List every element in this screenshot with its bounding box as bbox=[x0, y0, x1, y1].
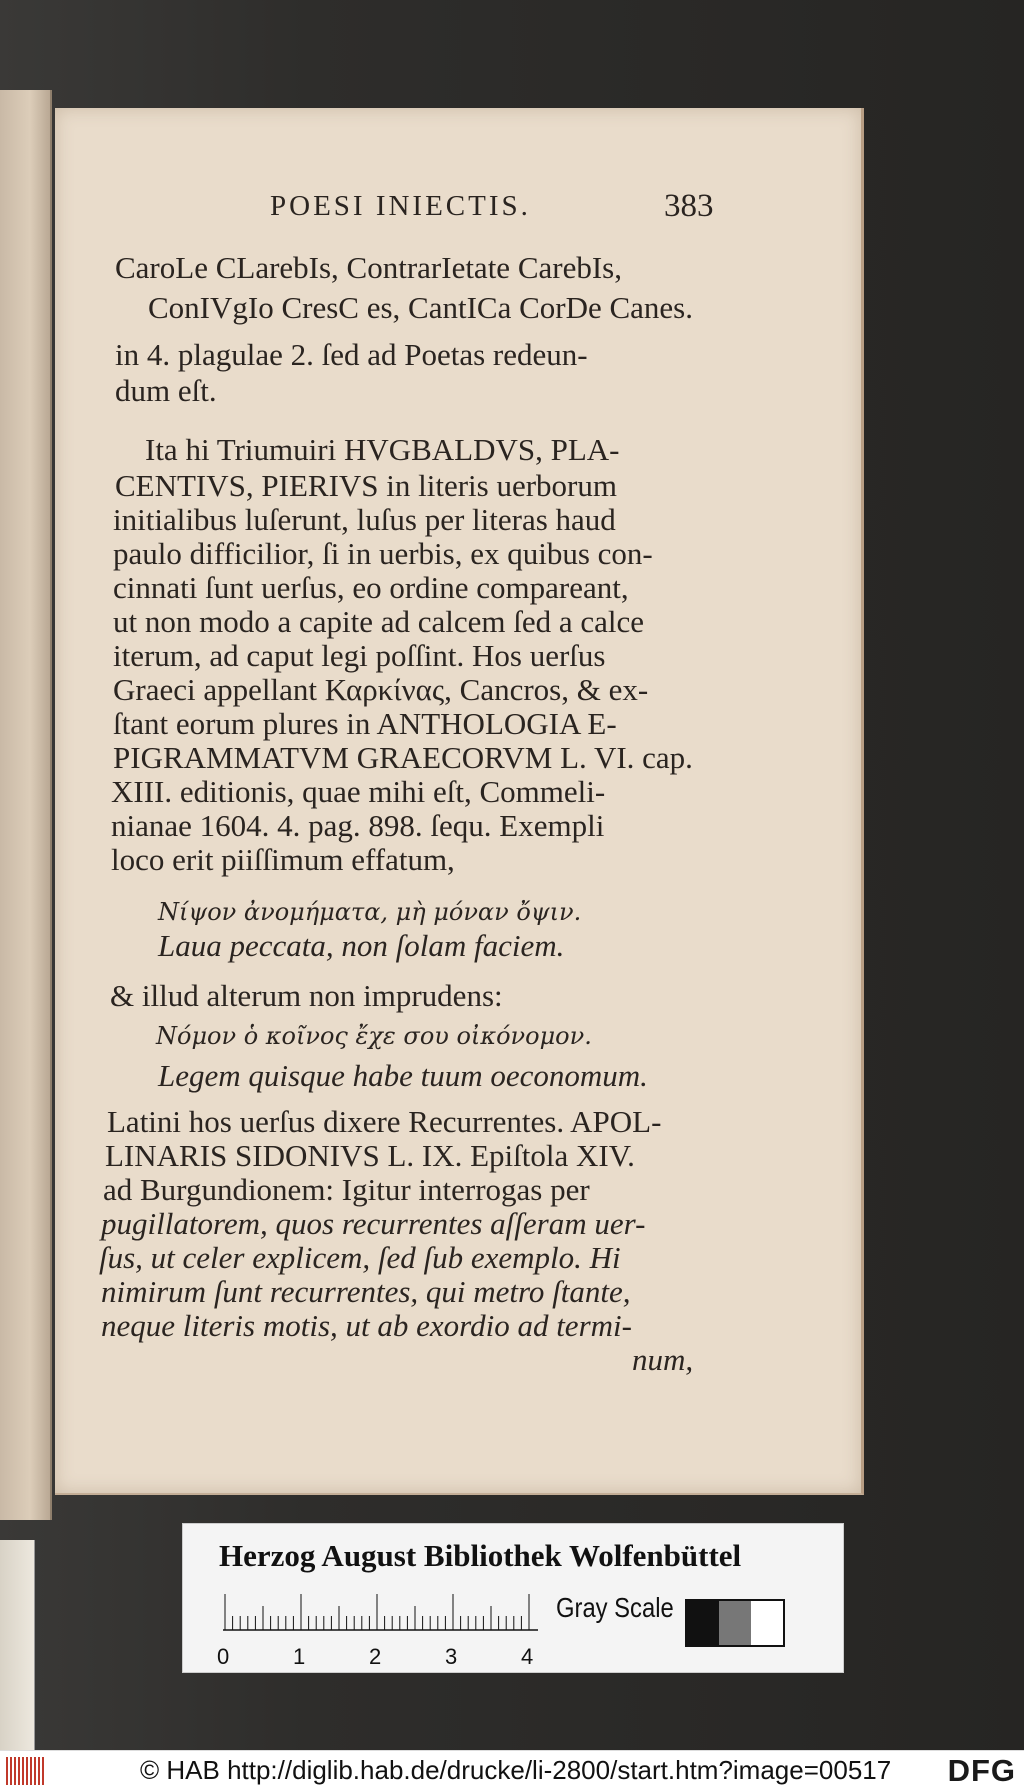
text-line: XIII. editionis, quae mihi eſt, Commeli- bbox=[111, 774, 606, 809]
latin-verse: Laua peccata, non ſolam faciem. bbox=[158, 928, 565, 963]
barcode-icon bbox=[6, 1757, 46, 1785]
dfg-logo: DFG bbox=[947, 1753, 1016, 1788]
ruler-label: 1 bbox=[293, 1644, 306, 1669]
library-name: Herzog August Bibliothek Wolfenbüttel bbox=[219, 1538, 742, 1573]
ruler-label: 2 bbox=[369, 1644, 382, 1669]
text-line: & illud alterum non imprudens: bbox=[110, 978, 503, 1013]
text-line: loco erit piiſſimum effatum, bbox=[111, 842, 455, 877]
previous-page-edge bbox=[0, 90, 52, 1520]
text-line: PIGRAMMATVM GRAECORVM L. VI. cap. bbox=[113, 740, 693, 775]
text-line: nianae 1604. 4. pag. 898. ſequ. Exempli bbox=[111, 808, 605, 843]
text-line: paulo difficilior, ſi in uerbis, ex quibus con- bbox=[113, 536, 653, 571]
text-line: in 4. plagulae 2. ſed ad Poetas redeun- bbox=[115, 337, 588, 372]
footer-bar bbox=[0, 1750, 1024, 1790]
text-line: CENTIVS, PIERIVS in literis uerborum bbox=[115, 468, 617, 503]
ruler-label: 0 bbox=[217, 1644, 230, 1669]
greek-verse: Νόμον ὁ κοῖνος ἔχε σου οἰκόνομον. bbox=[156, 1022, 592, 1050]
text-line: pugillatorem, quos recurrentes aſſeram uer- bbox=[101, 1206, 646, 1241]
text-line: ad Burgundionem: Igitur interrogas per bbox=[103, 1172, 590, 1207]
text-line: nimirum ſunt recurrentes, qui metro ſtante, bbox=[101, 1274, 631, 1309]
text-line: ſtant eorum plures in ANTHOLOGIA E- bbox=[113, 706, 617, 741]
greek-verse: Νίψον ἀνομήματα, μὴ μόναν ὄψιν. bbox=[158, 898, 582, 926]
ruler-label: 3 bbox=[445, 1644, 458, 1669]
text-line: ſus, ut celer explicem, ſed ſub exemplo. Hi bbox=[99, 1240, 621, 1275]
bookmark-slip bbox=[0, 1540, 35, 1750]
text-line: iterum, ad caput legi poſſint. Hos uerſus bbox=[113, 638, 606, 673]
text-line: Ita hi Triumuiri HVGBALDVS, PLA- bbox=[145, 432, 620, 467]
text-line: LINARIS SIDONIVS L. IX. Epiſtola XIV. bbox=[105, 1138, 635, 1173]
gray-scale-label: Gray Scale bbox=[556, 1592, 674, 1623]
text-line: initialibus luſerunt, luſus per literas haud bbox=[113, 502, 616, 537]
ruler-label: 4 bbox=[521, 1644, 534, 1669]
text-line: dum eſt. bbox=[115, 373, 217, 408]
text-line: CaroLe CLarebIs, ContrarIetate CarebIs, bbox=[115, 250, 622, 285]
catchword: num, bbox=[632, 1342, 694, 1377]
ruler bbox=[223, 1594, 538, 1632]
text-line: neque literis motis, ut ab exordio ad termi- bbox=[101, 1308, 632, 1343]
text-line: ut non modo a capite ad calcem ſed a calce bbox=[113, 604, 645, 639]
running-header: POESI INIECTIS. bbox=[270, 190, 531, 222]
copyright-url[interactable]: © HAB http://diglib.hab.de/drucke/li-2800/start.htm?image=00517 bbox=[140, 1755, 892, 1785]
text-line: Graeci appellant Καρκίνας, Cancros, & ex- bbox=[113, 672, 649, 707]
latin-verse: Legem quisque habe tuum oeconomum. bbox=[158, 1058, 648, 1093]
gray-scale-swatch bbox=[685, 1599, 785, 1647]
text-line: Latini hos uerſus dixere Recurrentes. APOL- bbox=[107, 1104, 662, 1139]
page-number: 383 bbox=[664, 188, 714, 224]
library-scale-target bbox=[182, 1523, 844, 1673]
text-line: cinnati ſunt uerſus, eo ordine compareant, bbox=[113, 570, 629, 605]
text-line: ConIVgIo CresC es, CantICa CorDe Canes. bbox=[148, 290, 693, 325]
